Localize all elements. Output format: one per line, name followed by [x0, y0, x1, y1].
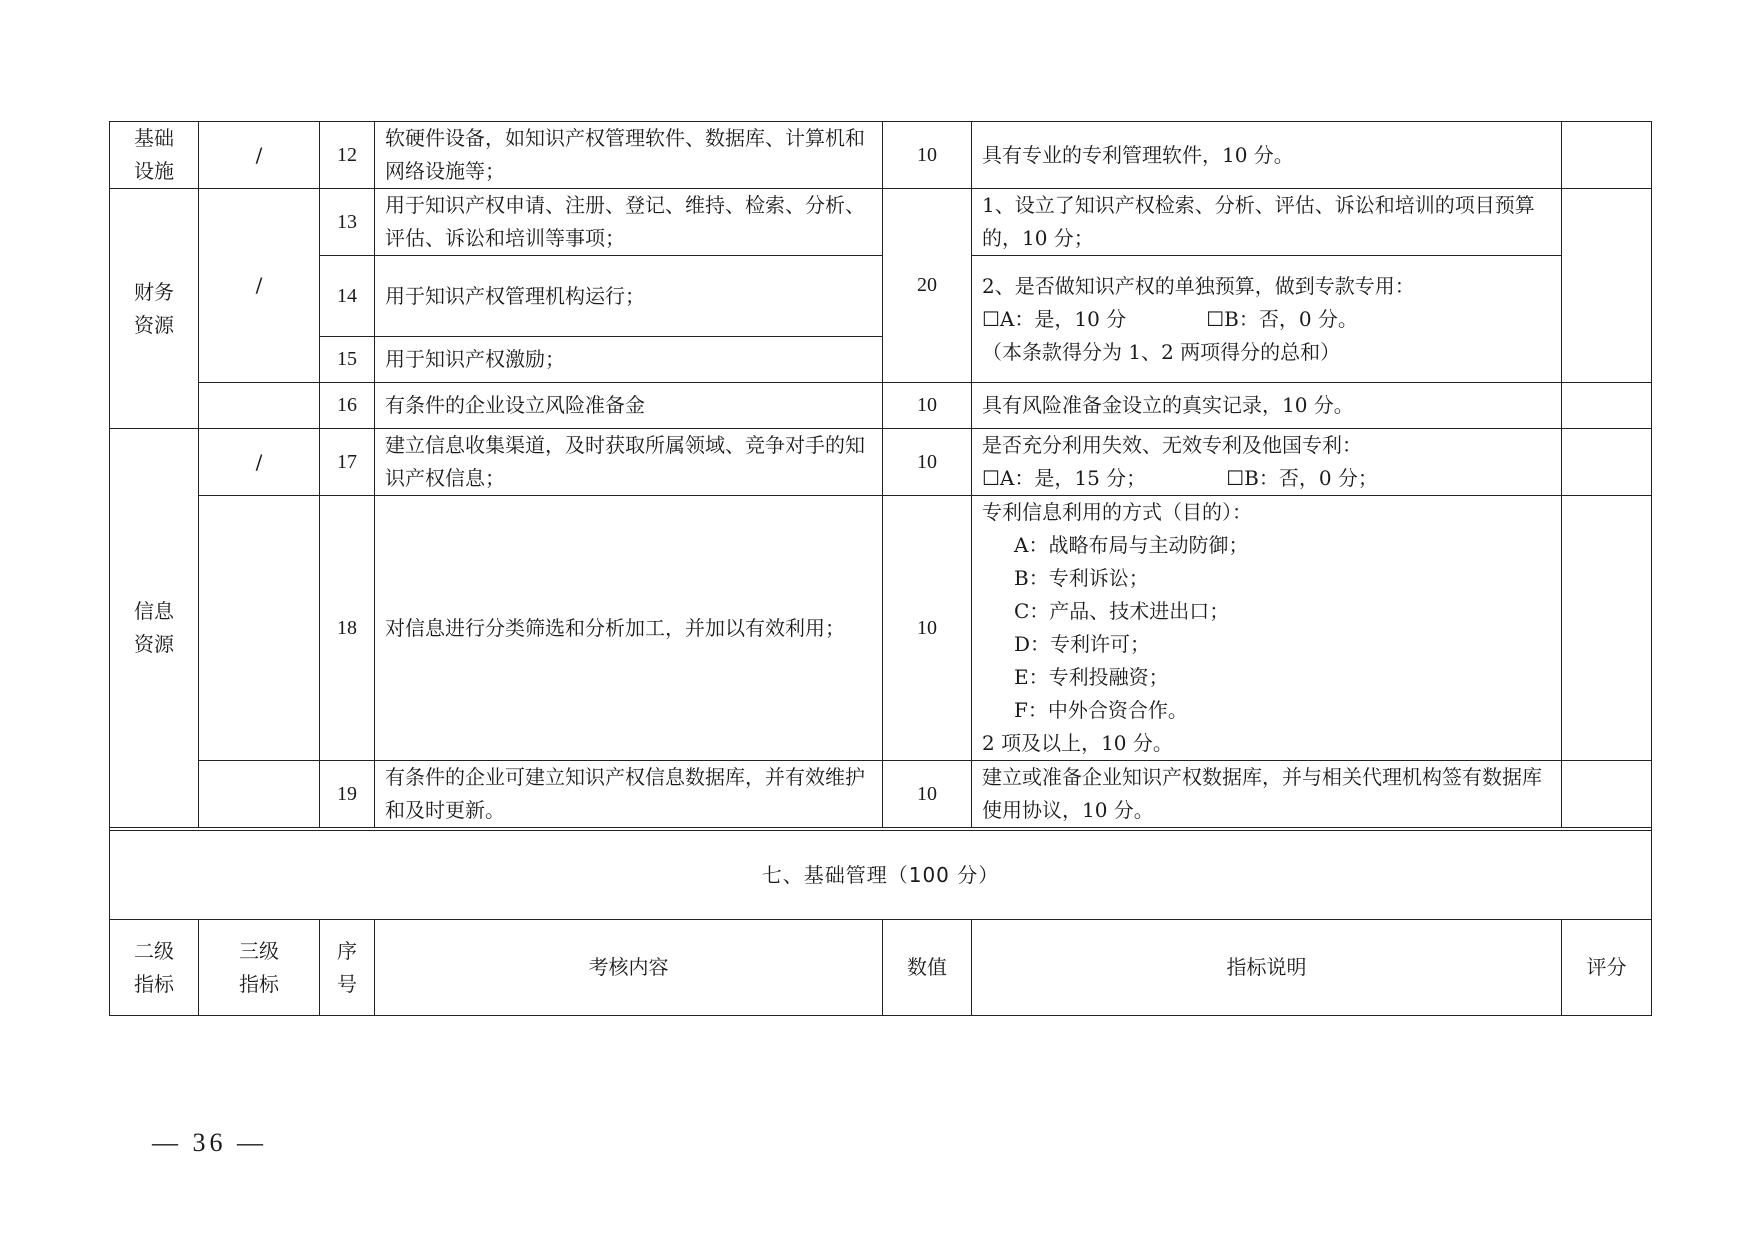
seq-cell: 18: [320, 496, 375, 761]
header-desc: 指标说明: [972, 920, 1562, 1016]
value-cell: 10: [883, 496, 972, 761]
header-seq: [320, 920, 375, 1016]
desc-note: （本条款得分为 1、2 两项得分的总和）: [982, 339, 1341, 364]
assessment-table: [109, 121, 1652, 1016]
slash-mark: /: [255, 273, 263, 297]
header-value: 数值: [883, 920, 972, 1016]
score-cell: [1562, 429, 1652, 496]
content-cell: 对信息进行分类筛选和分析加工，并加以有效利用；: [375, 496, 883, 761]
header-row: [110, 920, 1652, 1016]
seq-cell: 19: [320, 761, 375, 828]
desc-item: F：中外合资合作。: [1014, 698, 1188, 722]
table-row: [110, 496, 1652, 761]
value-cell: 10: [883, 429, 972, 496]
desc-item: A：战略布局与主动防御；: [1014, 533, 1249, 557]
table-row: [110, 383, 1652, 429]
section-title: 七、基础管理（100 分）: [110, 831, 1652, 920]
level3-cell: [199, 496, 320, 761]
score-cell: [1562, 496, 1652, 761]
desc-options: [982, 462, 1553, 495]
content-cell: 用于知识产权管理机构运行；: [375, 256, 883, 337]
score-cell: [1562, 383, 1652, 429]
slash-mark: /: [255, 142, 263, 167]
level3-cell: [199, 429, 320, 496]
seq-cell: 13: [320, 189, 375, 256]
value-cell: 10: [883, 383, 972, 429]
desc-item: B：专利诉讼；: [1014, 566, 1149, 590]
desc-title: 专利信息利用的方式（目的）：: [982, 500, 1252, 524]
score-cell: [1562, 189, 1652, 383]
seq-cell: 15: [320, 337, 375, 383]
seq-cell: 14: [320, 256, 375, 337]
group-caiwu-ziyuan: [110, 189, 199, 429]
desc-line: 是否充分利用失效、无效专利及他国专利：: [982, 433, 1362, 457]
table-row: [110, 429, 1652, 496]
desc-cell: [972, 496, 1562, 761]
level3-cell: [199, 122, 320, 189]
content-cell: 用于知识产权激励；: [375, 337, 883, 383]
desc-item: E：专利投融资；: [1014, 665, 1169, 689]
option-a: ☐A：是，10 分: [982, 306, 1127, 331]
header-score: 评分: [1562, 920, 1652, 1016]
header-content: 考核内容: [375, 920, 883, 1016]
desc-options: [982, 303, 1553, 336]
header-label: 序 号: [337, 938, 357, 996]
section-title-row: [110, 831, 1652, 920]
table-row: [110, 122, 1652, 189]
group-label: 基础 设施: [134, 126, 174, 183]
content-cell: 软硬件设备，如知识产权管理软件、数据库、计算机和网络设施等；: [375, 122, 883, 189]
header-level2: [110, 920, 199, 1016]
header-label: 三级 指标: [239, 938, 279, 996]
group-jichu-sheshi: [110, 122, 199, 189]
slash-mark: /: [255, 449, 263, 474]
option-a: ☐A：是，15 分；: [982, 466, 1147, 490]
table-row: [110, 189, 1652, 256]
seq-cell: 17: [320, 429, 375, 496]
content-cell: 有条件的企业设立风险准备金: [375, 383, 883, 429]
desc-cell: 具有风险准备金设立的真实记录，10 分。: [972, 383, 1562, 429]
header-label: 二级 指标: [134, 938, 174, 996]
desc-footer: 2 项及以上，10 分。: [982, 731, 1173, 755]
content-cell: 有条件的企业可建立知识产权信息数据库，并有效维护和及时更新。: [375, 761, 883, 828]
seq-cell: 12: [320, 122, 375, 189]
value-cell: 10: [883, 761, 972, 828]
desc-cell: 建立或准备企业知识产权数据库，并与相关代理机构签有数据库使用协议，10 分。: [972, 761, 1562, 828]
group-label: 财务 资源: [134, 279, 174, 337]
page-number: — 36 —: [152, 1128, 267, 1157]
value-cell: 20: [883, 189, 972, 383]
level3-cell: [199, 761, 320, 828]
desc-line: 2、是否做知识产权的单独预算，做到专款专用：: [982, 273, 1415, 298]
desc-cell: [972, 256, 1562, 383]
desc-cell: [972, 429, 1562, 496]
option-b: ☐B：否，0 分。: [1206, 306, 1358, 331]
level3-cell: [199, 383, 320, 429]
seq-cell: 16: [320, 383, 375, 429]
score-cell: [1562, 122, 1652, 189]
group-xinxi-ziyuan: [110, 429, 199, 828]
value-cell: 10: [883, 122, 972, 189]
content-cell: 用于知识产权申请、注册、登记、维持、检索、分析、评估、诉讼和培训等事项；: [375, 189, 883, 256]
option-b: ☐B：否，0 分；: [1226, 466, 1378, 490]
group-label: 信息 资源: [134, 599, 174, 656]
header-level3: [199, 920, 320, 1016]
level3-cell: [199, 189, 320, 383]
score-cell: [1562, 761, 1652, 828]
desc-cell: 具有专业的专利管理软件，10 分。: [972, 122, 1562, 189]
desc-cell: 1、设立了知识产权检索、分析、评估、诉讼和培训的项目预算的，10 分；: [972, 189, 1562, 256]
table-row: [110, 256, 1652, 337]
desc-item: D：专利许可；: [1014, 632, 1151, 656]
content-cell: 建立信息收集渠道，及时获取所属领域、竞争对手的知识产权信息；: [375, 429, 883, 496]
table-row: [110, 761, 1652, 828]
desc-item: C：产品、技术进出口；: [1014, 599, 1230, 623]
